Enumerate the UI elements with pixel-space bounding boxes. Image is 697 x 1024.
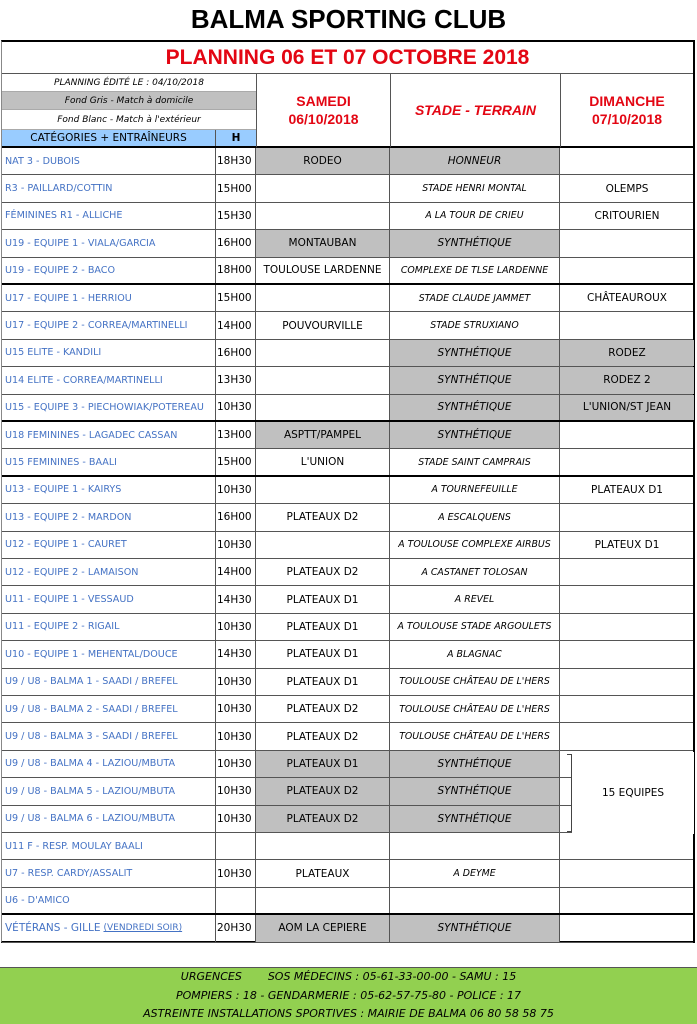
category-cell bbox=[2, 422, 216, 448]
saturday-cell bbox=[256, 285, 390, 311]
category-cell bbox=[2, 477, 216, 503]
table-row bbox=[2, 230, 693, 257]
header-categories: CATÉGORIES + ENTRAÎNEURS bbox=[2, 130, 216, 146]
stadium-cell: STADE CLAUDE JAMMET bbox=[390, 285, 560, 311]
table-row bbox=[2, 696, 693, 723]
hour-cell: 10H30 bbox=[216, 806, 256, 832]
sunday-cell bbox=[560, 258, 694, 283]
hour-cell: 10H30 bbox=[216, 614, 256, 640]
category-cell bbox=[2, 751, 216, 777]
hour-cell: 10H30 bbox=[216, 723, 256, 749]
saturday-cell: PLATEAUX D2 bbox=[256, 504, 390, 530]
category-label: U11 - EQUIPE 2 - RIGAIL bbox=[5, 621, 120, 633]
emergency-footer bbox=[0, 967, 697, 1024]
sunday-cell bbox=[560, 449, 694, 474]
sunday-cell bbox=[560, 148, 694, 174]
category-label: U12 - EQUIPE 2 - LAMAISON bbox=[5, 566, 139, 578]
saturday-cell: RODEO bbox=[256, 148, 390, 174]
category-label: U11 - EQUIPE 1 - VESSAUD bbox=[5, 594, 134, 606]
sunday-cell bbox=[560, 641, 694, 667]
hour-cell: 10H30 bbox=[216, 860, 256, 886]
hour-cell: 14H30 bbox=[216, 586, 256, 612]
saturday-cell bbox=[256, 888, 390, 913]
saturday-cell: PLATEAUX D2 bbox=[256, 778, 390, 804]
hour-cell: 16H00 bbox=[216, 340, 256, 366]
category-label: U9 / U8 - BALMA 3 - SAADI / BREFEL bbox=[5, 731, 178, 743]
table-row bbox=[2, 641, 693, 668]
table-row bbox=[2, 312, 693, 339]
hour-cell: 18H30 bbox=[216, 148, 256, 174]
sunday-cell: PLATEUX D1 bbox=[594, 538, 660, 551]
table-row bbox=[2, 477, 693, 504]
table-row bbox=[2, 532, 693, 559]
hour-cell bbox=[216, 888, 256, 913]
sunday-cell bbox=[560, 723, 694, 749]
footer-sos-medecins: SOS MÉDECINS : 05-61-33-00-00 - SAMU : 15 bbox=[267, 970, 517, 983]
category-cell bbox=[2, 806, 216, 832]
sunday-cell bbox=[560, 696, 694, 722]
category-cell bbox=[2, 504, 216, 530]
saturday-cell: MONTAUBAN bbox=[256, 230, 390, 256]
stadium-cell: SYNTHÉTIQUE bbox=[390, 751, 560, 777]
saturday-cell bbox=[256, 203, 390, 229]
category-cell bbox=[2, 723, 216, 749]
hour-cell: 14H00 bbox=[216, 312, 256, 338]
table-row bbox=[2, 395, 693, 422]
legend-away: Fond Blanc - Match à l'extérieur bbox=[2, 110, 256, 130]
stadium-cell bbox=[390, 833, 560, 859]
category-label: U9 / U8 - BALMA 2 - SAADI / BREFEL bbox=[5, 703, 178, 715]
category-label: U9 / U8 - BALMA 6 - LAZIOU/MBUTA bbox=[5, 813, 176, 825]
category-label: U15 FEMININES - BAALI bbox=[5, 456, 118, 468]
footer-line-2: POMPIERS : 18 - GENDARMERIE : 05-62-57-75-80 - POLICE : 17 bbox=[175, 988, 522, 1002]
saturday-cell: PLATEAUX D1 bbox=[256, 641, 390, 667]
saturday-cell: L'UNION bbox=[256, 449, 390, 474]
category-cell bbox=[2, 833, 216, 859]
stadium-cell: SYNTHÉTIQUE bbox=[390, 778, 560, 804]
table-row bbox=[2, 422, 693, 449]
table-row bbox=[2, 915, 693, 942]
hour-cell: 15H00 bbox=[216, 175, 256, 201]
hour-cell: 10H30 bbox=[216, 778, 256, 804]
footer-urgences-label: URGENCES bbox=[180, 970, 242, 983]
table-row bbox=[2, 148, 693, 175]
saturday-cell: PLATEAUX D1 bbox=[256, 751, 390, 777]
category-label: U17 - EQUIPE 1 - HERRIOU bbox=[5, 292, 132, 304]
category-cell bbox=[2, 395, 216, 420]
category-cell bbox=[2, 175, 216, 201]
hour-cell: 13H00 bbox=[216, 422, 256, 448]
sunday-cell bbox=[560, 669, 694, 695]
saturday-cell: PLATEAUX bbox=[256, 860, 390, 886]
sunday-cell: L'UNION/ST JEAN bbox=[560, 395, 694, 420]
column-header-row bbox=[2, 130, 256, 148]
sunday-cell: PLATEAUX D1 bbox=[590, 483, 663, 496]
footer-line-1 bbox=[0, 968, 697, 987]
category-cell bbox=[2, 860, 216, 886]
hour-cell: 10H30 bbox=[216, 696, 256, 722]
sunday-date: 07/10/2018 bbox=[591, 111, 663, 127]
hour-cell: 10H30 bbox=[216, 532, 256, 558]
saturday-cell bbox=[256, 340, 390, 366]
stadium-cell: SYNTHÉTIQUE bbox=[390, 340, 560, 366]
category-cell bbox=[2, 696, 216, 722]
category-label: U17 - EQUIPE 2 - CORREA/MARTINELLI bbox=[5, 320, 188, 332]
table-row bbox=[2, 449, 693, 476]
saturday-cell: PLATEAUX D2 bbox=[256, 559, 390, 585]
saturday-cell: PLATEAUX D1 bbox=[256, 614, 390, 640]
sunday-cell bbox=[560, 860, 694, 886]
hour-cell: 13H30 bbox=[216, 367, 256, 393]
hour-cell: 10H30 bbox=[216, 669, 256, 695]
category-cell bbox=[2, 532, 216, 558]
saturday-cell: POUVOURVILLE bbox=[256, 312, 390, 338]
header-stadium bbox=[390, 74, 560, 148]
saturday-cell: PLATEAUX D1 bbox=[256, 586, 390, 612]
hour-cell: 15H00 bbox=[216, 285, 256, 311]
header-saturday bbox=[256, 74, 390, 148]
saturday-cell bbox=[256, 175, 390, 201]
category-label: U9 / U8 - BALMA 1 - SAADI / BREFEL bbox=[5, 676, 178, 688]
header-hour: H bbox=[231, 132, 241, 144]
stadium-cell: STADE HENRI MONTAL bbox=[390, 175, 560, 201]
category-cell bbox=[2, 258, 216, 283]
category-cell bbox=[2, 915, 216, 941]
table-row bbox=[2, 504, 693, 531]
sunday-cell: OLEMPS bbox=[605, 182, 649, 195]
category-cell bbox=[2, 148, 216, 174]
saturday-cell: PLATEAUX D2 bbox=[256, 723, 390, 749]
category-cell bbox=[2, 559, 216, 585]
category-label: U9 / U8 - BALMA 5 - LAZIOU/MBUTA bbox=[5, 785, 176, 797]
category-cell bbox=[2, 367, 216, 393]
category-label: NAT 3 - DUBOIS bbox=[5, 155, 80, 167]
stadium-cell: STADE STRUXIANO bbox=[390, 312, 560, 338]
stadium-cell: SYNTHÉTIQUE bbox=[390, 367, 560, 393]
sunday-cell bbox=[560, 833, 694, 859]
table-row bbox=[2, 860, 693, 887]
category-label: U19 - EQUIPE 1 - VIALA/GARCIA bbox=[5, 237, 156, 249]
saturday-cell bbox=[256, 477, 390, 503]
stadium-cell: A REVEL bbox=[390, 586, 560, 612]
category-label: R3 - PAILLARD/COTTIN bbox=[5, 183, 113, 195]
saturday-cell bbox=[256, 367, 390, 393]
stadium-cell: A TOULOUSE COMPLEXE AIRBUS bbox=[390, 532, 560, 558]
sunday-cell bbox=[560, 559, 694, 585]
table-row bbox=[2, 833, 693, 860]
table-row bbox=[2, 559, 693, 586]
category-label: FÉMININES R1 - ALLICHE bbox=[5, 210, 123, 222]
stadium-cell: TOULOUSE CHÂTEAU DE L'HERS bbox=[390, 669, 560, 695]
category-cell bbox=[2, 285, 216, 311]
stadium-cell: TOULOUSE CHÂTEAU DE L'HERS bbox=[390, 723, 560, 749]
stadium-cell: STADE SAINT CAMPRAIS bbox=[390, 449, 560, 474]
stadium-cell: A ESCALQUENS bbox=[390, 504, 560, 530]
category-cell bbox=[2, 641, 216, 667]
planning-sheet bbox=[1, 40, 695, 943]
category-cell bbox=[2, 203, 216, 229]
category-label: VÉTÉRANS - GILLE bbox=[5, 922, 101, 935]
category-cell bbox=[2, 586, 216, 612]
sunday-day: DIMANCHE bbox=[589, 93, 665, 109]
header-sunday bbox=[560, 74, 693, 148]
category-label: U10 - EQUIPE 1 - MEHENTAL/DOUCE bbox=[5, 648, 178, 660]
stadium-label: STADE - TERRAIN bbox=[414, 102, 537, 118]
stadium-cell: A DEYME bbox=[390, 860, 560, 886]
category-label: U6 - D'AMICO bbox=[5, 894, 70, 906]
saturday-cell: TOULOUSE LARDENNE bbox=[256, 258, 390, 283]
hour-cell: 14H30 bbox=[216, 641, 256, 667]
category-note: (VENDREDI SOIR) bbox=[103, 923, 183, 934]
sunday-cell: RODEZ bbox=[560, 340, 694, 366]
sunday-cell bbox=[560, 422, 694, 448]
saturday-day: SAMEDI bbox=[296, 93, 351, 109]
sunday-cell bbox=[560, 888, 694, 913]
category-cell bbox=[2, 449, 216, 474]
saturday-cell: PLATEAUX D2 bbox=[256, 806, 390, 832]
table-row bbox=[2, 340, 693, 367]
saturday-cell bbox=[256, 532, 390, 558]
hour-cell: 10H30 bbox=[216, 395, 256, 420]
hour-cell bbox=[216, 833, 256, 859]
stadium-cell: TOULOUSE CHÂTEAU DE L'HERS bbox=[390, 696, 560, 722]
sunday-cell: RODEZ 2 bbox=[560, 367, 694, 393]
stadium-cell: A TOULOUSE STADE ARGOULETS bbox=[390, 614, 560, 640]
saturday-cell: PLATEAUX D2 bbox=[256, 696, 390, 722]
table-row bbox=[2, 614, 693, 641]
footer-line-3: ASTREINTE INSTALLATIONS SPORTIVES : MAIRIE DE BALMA 06 80 58 58 75 bbox=[143, 1007, 554, 1020]
table-row bbox=[2, 258, 693, 285]
stadium-cell: SYNTHÉTIQUE bbox=[390, 422, 560, 448]
category-label: U14 ELITE - CORREA/MARTINELLI bbox=[5, 374, 163, 386]
hour-cell: 14H00 bbox=[216, 559, 256, 585]
table-row bbox=[2, 586, 693, 613]
saturday-cell: ASPTT/PAMPEL bbox=[256, 422, 390, 448]
table-row bbox=[2, 203, 693, 230]
hour-cell: 15H30 bbox=[216, 203, 256, 229]
stadium-cell: SYNTHÉTIQUE bbox=[390, 230, 560, 256]
hour-cell: 16H00 bbox=[216, 504, 256, 530]
sunday-cell: CRITOURIEN bbox=[594, 209, 660, 222]
stadium-cell: SYNTHÉTIQUE bbox=[390, 915, 560, 941]
stadium-cell: A LA TOUR DE CRIEU bbox=[390, 203, 560, 229]
saturday-cell bbox=[256, 833, 390, 859]
category-label: U19 - EQUIPE 2 - BACO bbox=[5, 264, 116, 276]
stadium-cell: SYNTHÉTIQUE bbox=[390, 395, 560, 420]
bracket-icon bbox=[567, 754, 572, 832]
hour-cell: 10H30 bbox=[216, 477, 256, 503]
hour-cell: 15H00 bbox=[216, 449, 256, 474]
category-label: U13 - EQUIPE 1 - KAIRYS bbox=[5, 484, 122, 496]
sunday-cell bbox=[560, 915, 694, 941]
category-cell bbox=[2, 614, 216, 640]
category-cell bbox=[2, 669, 216, 695]
edited-date: PLANNING ÉDITÉ LE : 04/10/2018 bbox=[2, 74, 256, 92]
stadium-cell bbox=[390, 888, 560, 913]
club-title: BALMA SPORTING CLUB bbox=[190, 4, 507, 34]
category-label: U15 ELITE - KANDILI bbox=[5, 347, 102, 359]
stadium-cell: HONNEUR bbox=[390, 148, 560, 174]
table-row bbox=[2, 723, 693, 750]
saturday-date: 06/10/2018 bbox=[288, 111, 359, 127]
saturday-cell: PLATEAUX D1 bbox=[256, 669, 390, 695]
category-label: U15 - EQUIPE 3 - PIECHOWIAK/POTEREAU bbox=[5, 401, 204, 413]
category-label: U9 / U8 - BALMA 4 - LAZIOU/MBUTA bbox=[5, 758, 176, 770]
hour-cell: 16H00 bbox=[216, 230, 256, 256]
table-row bbox=[2, 285, 693, 312]
category-cell bbox=[2, 340, 216, 366]
stadium-cell: A TOURNEFEUILLE bbox=[390, 477, 560, 503]
merged-sunday-note: 15 EQUIPES bbox=[572, 752, 694, 834]
sunday-cell: CHÂTEAUROUX bbox=[587, 292, 667, 305]
saturday-cell: AOM LA CEPIERE bbox=[256, 915, 390, 941]
category-cell bbox=[2, 778, 216, 804]
saturday-cell bbox=[256, 395, 390, 420]
hour-cell: 18H00 bbox=[216, 258, 256, 283]
category-label: U11 F - RESP. MOULAY BAALI bbox=[5, 840, 143, 852]
category-label: U12 - EQUIPE 1 - CAURET bbox=[5, 539, 127, 551]
hour-cell: 20H30 bbox=[216, 915, 256, 941]
sunday-cell bbox=[560, 230, 694, 256]
stadium-cell: SYNTHÉTIQUE bbox=[390, 806, 560, 832]
category-cell bbox=[2, 312, 216, 338]
stadium-cell: A CASTANET TOLOSAN bbox=[390, 559, 560, 585]
planning-title: PLANNING 06 ET 07 OCTOBRE 2018 bbox=[2, 42, 693, 74]
category-label: U13 - EQUIPE 2 - MARDON bbox=[5, 511, 132, 523]
sunday-cell bbox=[560, 614, 694, 640]
sunday-cell bbox=[560, 586, 694, 612]
sunday-cell bbox=[560, 504, 694, 530]
table-row bbox=[2, 888, 693, 915]
table-row bbox=[2, 669, 693, 696]
legend-home: Fond Gris - Match à domicile bbox=[2, 92, 256, 110]
category-cell bbox=[2, 230, 216, 256]
stadium-cell: A BLAGNAC bbox=[390, 641, 560, 667]
category-label: U18 FEMININES - LAGADEC CASSAN bbox=[5, 429, 178, 441]
sunday-cell bbox=[560, 312, 694, 338]
table-row bbox=[2, 367, 693, 394]
category-cell bbox=[2, 888, 216, 913]
table-row bbox=[2, 175, 693, 202]
hour-cell: 10H30 bbox=[216, 751, 256, 777]
category-label: U7 - RESP. CARDY/ASSALIT bbox=[5, 868, 133, 880]
stadium-cell: COMPLEXE DE TLSE LARDENNE bbox=[390, 258, 560, 283]
